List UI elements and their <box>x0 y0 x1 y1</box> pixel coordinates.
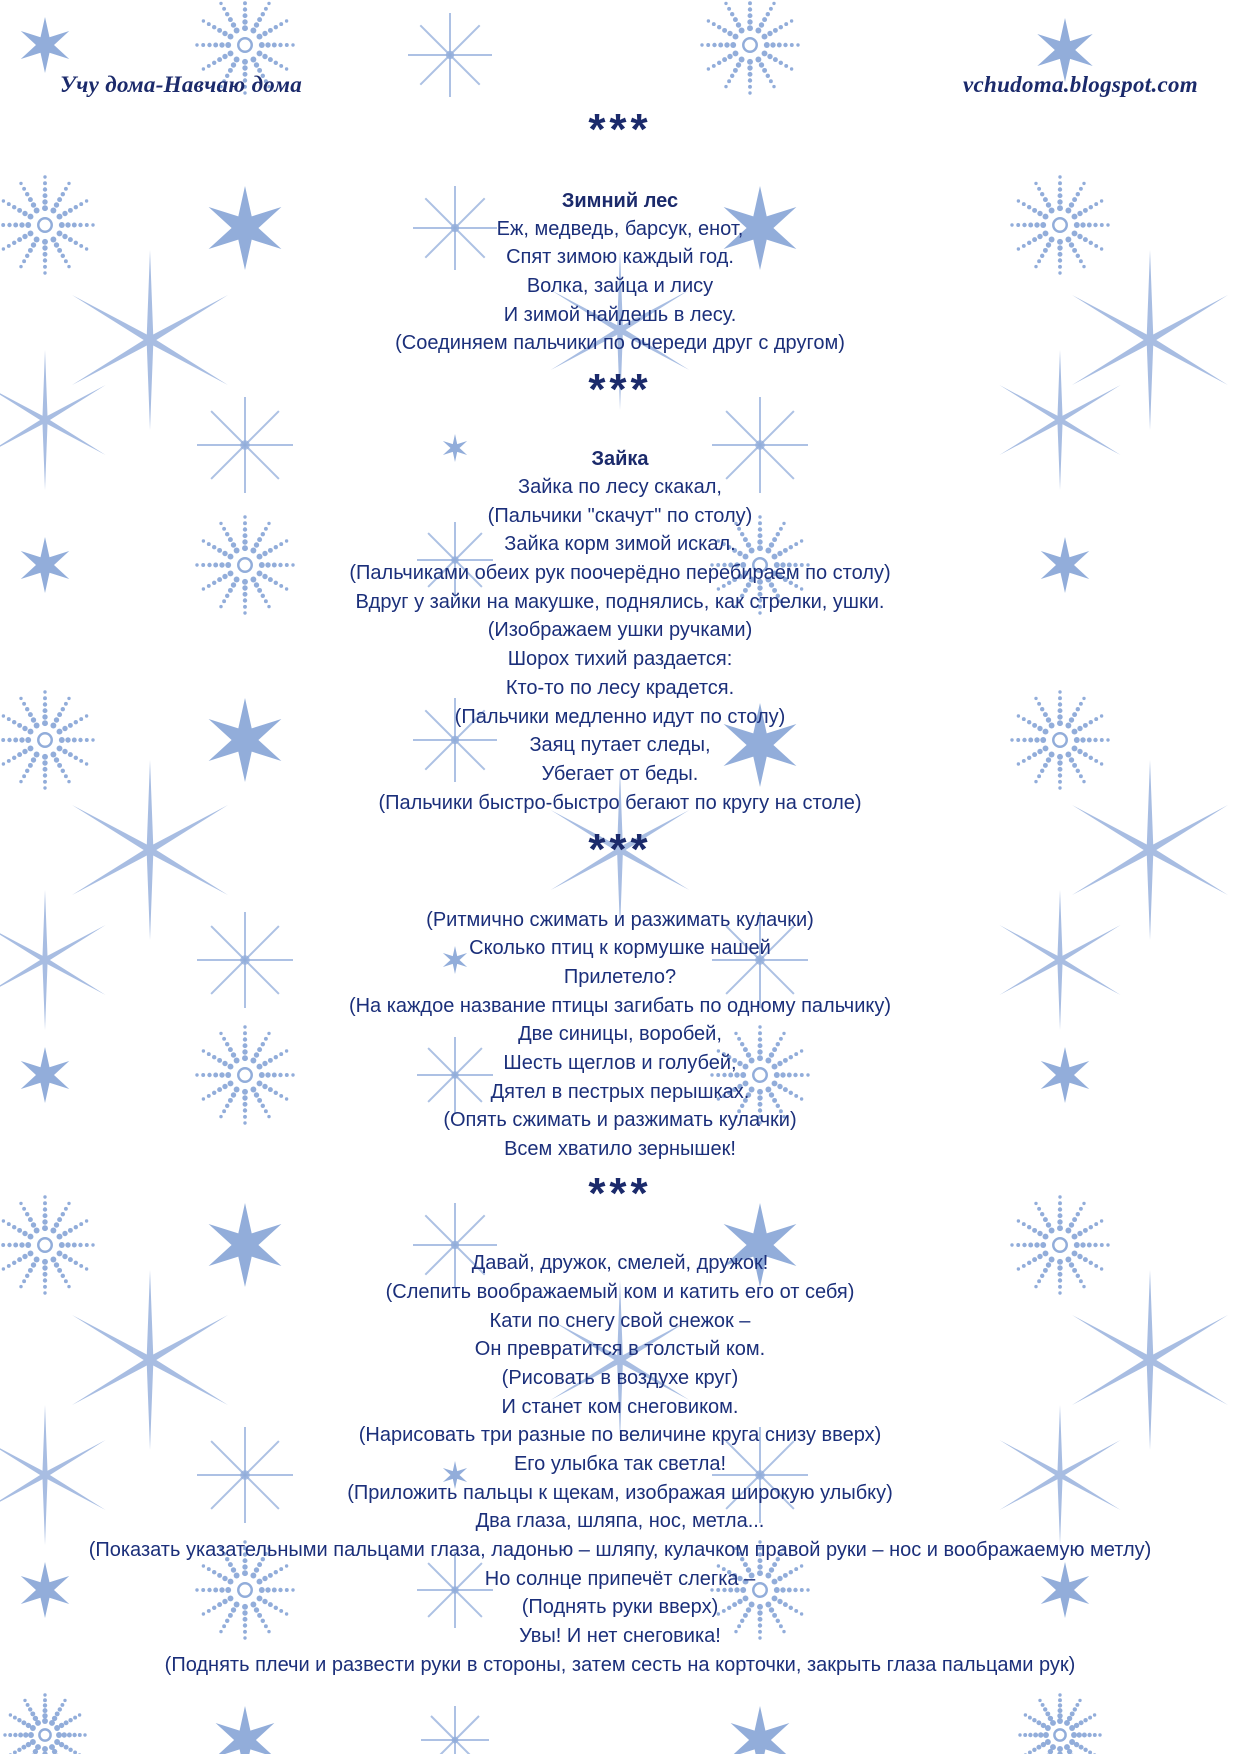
poem-line: Сколько птиц к кормушке нашей <box>469 937 771 959</box>
poem-line: Дятел в пестрых перышках. <box>490 1081 750 1103</box>
separator-stars: *** <box>588 365 652 414</box>
poem-instruction: (Пальчиками обеих рук поочерёдно перебираем по столу) <box>349 562 891 584</box>
poem-instruction: (Поднять руки вверх) <box>521 1596 719 1618</box>
separator-stars: *** <box>588 1169 652 1218</box>
poem-instruction: (Пальчики "скачут" по столу) <box>487 505 753 527</box>
poem-line: Прилетело? <box>563 966 677 988</box>
poem-line: Зайка по лесу скакал, <box>518 476 722 498</box>
poem-line: Вдруг у зайки на макушке, поднялись, как стрелки, ушки. <box>355 591 885 613</box>
poem-line: Убегает от беды. <box>541 763 699 785</box>
poem-line: Кати по снегу свой снежок – <box>489 1310 751 1332</box>
poem-instruction: (Слепить воображаемый ком и катить его от себя) <box>385 1281 855 1303</box>
poem-line: Он превратится в толстый ком. <box>474 1338 766 1360</box>
poem-instruction: (Изображаем ушки ручками) <box>487 619 753 641</box>
snowflake-burst-icon <box>216 1706 275 1754</box>
poem-instruction: (Нарисовать три разные по величине круга снизу вверх) <box>358 1424 882 1446</box>
snowflake-line-icon <box>408 13 492 97</box>
poem-line: Всем хватило зернышек! <box>504 1138 736 1160</box>
poem-line: Кто-то по лесу крадется. <box>505 677 735 699</box>
separator-stars: *** <box>588 105 652 154</box>
poem-line: И станет ком снеговиком. <box>501 1396 739 1418</box>
poem-instruction: (Поднять плечи и развести руки в стороны, затем сесть на корточки, закрыть глаза пальцами рук) <box>164 1654 1076 1676</box>
section-title: Зимний лес <box>561 190 679 212</box>
separator-stars: *** <box>588 825 652 874</box>
poem-line: И зимой найдешь в лесу. <box>503 304 737 326</box>
poem-line: Увы! И нет снеговика! <box>519 1625 721 1647</box>
poem-instruction: (Опять сжимать и разжимать кулачки) <box>443 1109 797 1131</box>
snowflake-dotted-icon <box>3 1693 86 1754</box>
poem-instruction: (Приложить пальцы к щекам, изображая широкую улыбку) <box>347 1482 893 1504</box>
poem-line: Спят зимою каждый год. <box>506 246 734 268</box>
poem-instruction: (Пальчики быстро-быстро бегают по кругу на столе) <box>378 792 862 814</box>
poem-instruction: (Пальчики медленно идут по столу) <box>454 706 786 728</box>
snowflake-burst-icon <box>21 17 69 73</box>
snowflake-burst-icon <box>731 1706 790 1754</box>
poem-instruction: (Ритмично сжимать и разжимать кулачки) <box>426 909 814 931</box>
poem-line: Заяц путает следы, <box>529 734 711 756</box>
poem-line: Давай, дружок, смелей, дружок! <box>471 1252 769 1274</box>
poem-line: Еж, медведь, барсук, енот, <box>496 218 744 240</box>
poem-instruction: (Соединяем пальчики по очереди друг с другом) <box>395 332 845 354</box>
poem-line: Два глаза, шляпа, нос, метла... <box>475 1510 765 1532</box>
poem-instruction: (На каждое название птицы загибать по одному пальчику) <box>348 995 892 1017</box>
poem-line: Его улыбка так светла! <box>513 1453 727 1475</box>
section-title: Зайка <box>591 448 649 470</box>
poem-instruction: (Показать указательными пальцами глаза, ладонью – шляпу, кулачком правой руки – нос и воображаемую метлу) <box>88 1539 1152 1561</box>
poem-line: Зайка корм зимой искал. <box>504 533 736 555</box>
poem-instruction: (Рисовать в воздухе круг) <box>501 1367 739 1389</box>
poem-line: Шесть щеглов и голубей, <box>503 1052 737 1074</box>
snowflake-dotted-icon <box>700 0 799 95</box>
poem-line: Волка, зайца и лису <box>526 275 714 297</box>
header-site-url: vchudoma.blogspot.com <box>962 72 1198 97</box>
snowflake-dotted-icon <box>1018 1693 1101 1754</box>
poem-line: Две синицы, воробей, <box>518 1023 722 1045</box>
poem-line: Но солнце припечёт слегка – <box>484 1568 756 1590</box>
poem-line: Шорох тихий раздается: <box>507 648 733 670</box>
snowflake-line-icon <box>421 1706 489 1754</box>
header-site-name: Учу дома-Навчаю дома <box>60 72 303 97</box>
